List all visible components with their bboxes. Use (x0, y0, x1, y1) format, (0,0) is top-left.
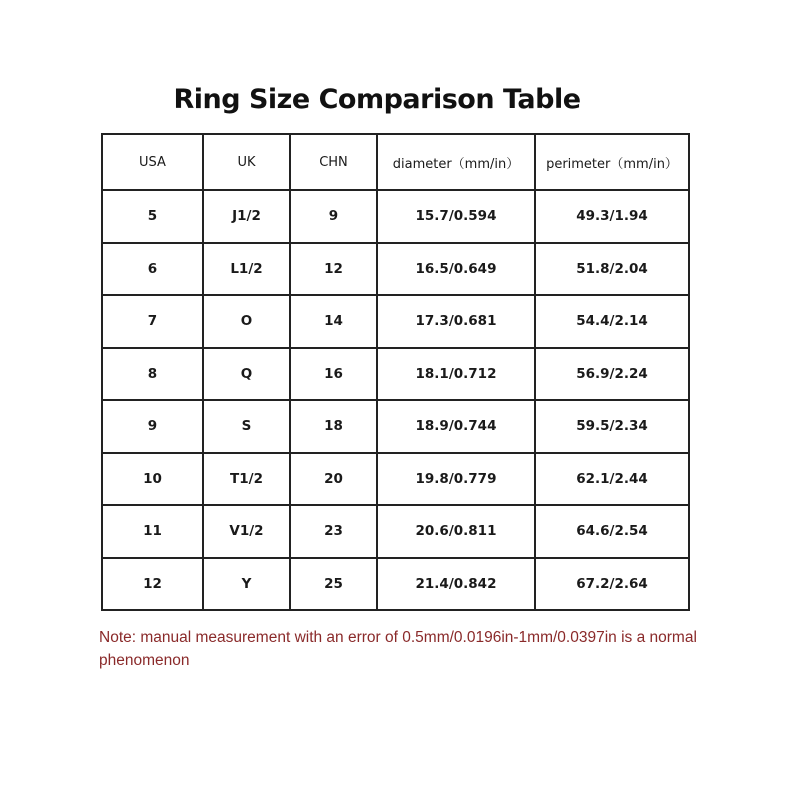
cell-usa: 5 (102, 190, 203, 243)
cell-uk: V1/2 (203, 505, 290, 558)
cell-usa: 6 (102, 243, 203, 296)
column-header-uk: UK (203, 134, 290, 190)
cell-diameter: 16.5/0.649 (377, 243, 535, 296)
cell-chn: 18 (290, 400, 377, 453)
cell-usa: 7 (102, 295, 203, 348)
table-row (102, 400, 689, 453)
cell-usa: 12 (102, 558, 203, 611)
cell-perimeter: 62.1/2.44 (535, 453, 689, 506)
cell-chn: 9 (290, 190, 377, 243)
cell-perimeter: 49.3/1.94 (535, 190, 689, 243)
ring-size-table (101, 133, 690, 611)
cell-usa: 9 (102, 400, 203, 453)
column-header-chn: CHN (290, 134, 377, 190)
cell-uk: Y (203, 558, 290, 611)
cell-diameter: 17.3/0.681 (377, 295, 535, 348)
cell-diameter: 18.1/0.712 (377, 348, 535, 401)
table-row (102, 505, 689, 558)
cell-diameter: 21.4/0.842 (377, 558, 535, 611)
table-row (102, 190, 689, 243)
cell-diameter: 18.9/0.744 (377, 400, 535, 453)
column-header-usa: USA (102, 134, 203, 190)
page-title: Ring Size Comparison Table (173, 84, 581, 115)
cell-uk: O (203, 295, 290, 348)
cell-chn: 25 (290, 558, 377, 611)
cell-perimeter: 64.6/2.54 (535, 505, 689, 558)
cell-usa: 10 (102, 453, 203, 506)
cell-chn: 14 (290, 295, 377, 348)
cell-diameter: 15.7/0.594 (377, 190, 535, 243)
cell-perimeter: 67.2/2.64 (535, 558, 689, 611)
cell-perimeter: 51.8/2.04 (535, 243, 689, 296)
cell-uk: S (203, 400, 290, 453)
cell-perimeter: 54.4/2.14 (535, 295, 689, 348)
table-row (102, 243, 689, 296)
cell-uk: T1/2 (203, 453, 290, 506)
cell-diameter: 20.6/0.811 (377, 505, 535, 558)
column-header-diameter: diameter（mm/in） (377, 134, 535, 190)
cell-chn: 16 (290, 348, 377, 401)
column-header-perimeter: perimeter（mm/in） (535, 134, 689, 190)
cell-chn: 12 (290, 243, 377, 296)
cell-chn: 23 (290, 505, 377, 558)
cell-uk: Q (203, 348, 290, 401)
table-row (102, 295, 689, 348)
cell-perimeter: 56.9/2.24 (535, 348, 689, 401)
cell-usa: 8 (102, 348, 203, 401)
cell-uk: J1/2 (203, 190, 290, 243)
cell-diameter: 19.8/0.779 (377, 453, 535, 506)
table-row (102, 348, 689, 401)
table-header-row (102, 134, 689, 190)
cell-perimeter: 59.5/2.34 (535, 400, 689, 453)
table-row (102, 453, 689, 506)
cell-chn: 20 (290, 453, 377, 506)
table-row (102, 558, 689, 611)
cell-usa: 11 (102, 505, 203, 558)
measurement-note: Note: manual measurement with an error of 0.5mm/0.0196in-1mm/0.0397in is a normal phenomenon (99, 629, 697, 669)
cell-uk: L1/2 (203, 243, 290, 296)
